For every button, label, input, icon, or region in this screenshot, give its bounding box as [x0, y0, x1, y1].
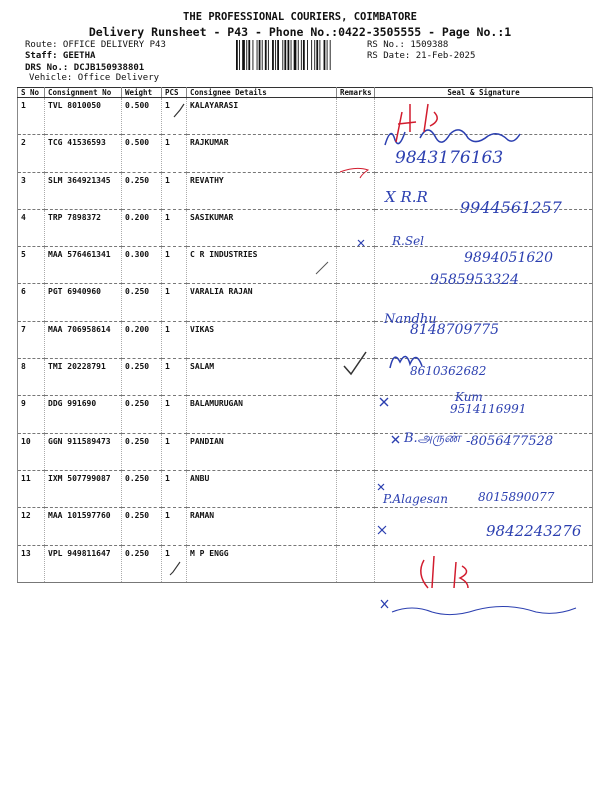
weight-value: 0.200 — [122, 209, 162, 246]
handwritten-phone-row8: 9514116991 — [450, 402, 527, 416]
pieces-count: 1 — [162, 247, 187, 284]
barcode-bar — [239, 40, 240, 70]
weight-value: 0.250 — [122, 359, 162, 396]
barcode-bar — [316, 40, 318, 70]
barcode-bar — [275, 40, 276, 70]
scribble-row13 — [392, 606, 576, 614]
remarks-cell — [337, 209, 375, 246]
runsheet-table — [17, 87, 593, 583]
barcode-bar — [301, 40, 302, 70]
consignment-number: TCG 41536593 — [45, 135, 122, 172]
consignee-name: M P ENGG — [187, 545, 337, 582]
handwritten-phone-row9: -8056477528 — [466, 434, 554, 449]
consignment-number: PGT 6940960 — [45, 284, 122, 321]
barcode-bar — [327, 40, 328, 70]
barcode-bar — [257, 40, 258, 70]
barcode-bar — [288, 40, 290, 70]
column-header: S No — [18, 88, 45, 98]
consignment-number: TMI 20228791 — [45, 359, 122, 396]
consignee-name: SALAM — [187, 359, 337, 396]
remarks-cell — [337, 433, 375, 470]
route-label: Route: OFFICE DELIVERY P43 — [25, 40, 166, 50]
consignee-name: BALAMURUGAN — [187, 396, 337, 433]
consignee-name: VARALIA RAJAN — [187, 284, 337, 321]
consignee-name: REVATHY — [187, 172, 337, 209]
consignee-name: RAJKUMAR — [187, 135, 337, 172]
pieces-count: 1 — [162, 545, 187, 582]
serial-number: 7 — [18, 321, 45, 358]
x-mark-row13 — [381, 600, 388, 608]
column-header: PCS — [162, 88, 187, 98]
signature-cell — [375, 545, 593, 582]
barcode-bar — [272, 40, 274, 70]
rs-number: RS No.: 1509388 — [367, 40, 449, 50]
remarks-cell — [337, 470, 375, 507]
consignee-name: SASIKUMAR — [187, 209, 337, 246]
consignee-name: KALAYARASI — [187, 98, 337, 135]
handwritten-phone-row7: 8610362682 — [410, 364, 487, 378]
serial-number: 3 — [18, 172, 45, 209]
handwritten-phone-row2: 9843176163 — [395, 148, 504, 168]
consignment-number: MAA 101597760 — [45, 508, 122, 545]
consignment-number: TVL 8010050 — [45, 98, 122, 135]
weight-value: 0.250 — [122, 470, 162, 507]
pieces-count: 1 — [162, 433, 187, 470]
barcode-bar — [282, 40, 283, 70]
pieces-count: 1 — [162, 172, 187, 209]
barcode-bar — [277, 40, 279, 70]
barcode-bar — [242, 40, 245, 70]
handwritten-sign-row3: X R.R — [385, 188, 428, 206]
remarks-cell — [337, 396, 375, 433]
pieces-count: 1 — [162, 470, 187, 507]
drs-label: DRS No.: — [25, 63, 69, 73]
table-row — [18, 545, 593, 582]
handwritten-sign-row4: R.Sel — [392, 234, 425, 248]
consignment-number: DDG 991690 — [45, 396, 122, 433]
rs-date: RS Date: 21-Feb-2025 — [367, 51, 476, 61]
handwritten-phone-row11: 9842243276 — [486, 522, 582, 540]
consignee-name: C R INDUSTRIES — [187, 247, 337, 284]
column-header: Remarks — [337, 88, 375, 98]
weight-value: 0.300 — [122, 247, 162, 284]
serial-number: 10 — [18, 433, 45, 470]
weight-value: 0.250 — [122, 433, 162, 470]
barcode-bar — [262, 40, 263, 70]
consignee-name: ANBU — [187, 470, 337, 507]
barcode-bar — [236, 40, 238, 70]
barcode-bar — [248, 40, 250, 70]
table-row — [18, 321, 593, 358]
barcode-bar — [268, 40, 269, 70]
barcode-bar — [294, 40, 297, 70]
signature-cell — [375, 98, 593, 135]
remarks-cell — [337, 321, 375, 358]
runsheet-subtitle: Delivery Runsheet - P43 - Phone No.:0422-3505555 - Page No.:1 — [88, 25, 512, 39]
company-name: THE PROFESSIONAL COURIERS, COIMBATORE — [183, 11, 417, 23]
barcode-bar — [303, 40, 305, 70]
serial-number: 4 — [18, 209, 45, 246]
serial-number: 2 — [18, 135, 45, 172]
remarks-cell — [337, 247, 375, 284]
consignee-name: VIKAS — [187, 321, 337, 358]
serial-number: 8 — [18, 359, 45, 396]
handwritten-phone-row3: 9944561257 — [460, 198, 562, 217]
serial-number: 9 — [18, 396, 45, 433]
remarks-cell — [337, 508, 375, 545]
handwritten-phone-row5: 9585953324 — [430, 272, 520, 288]
pieces-count: 1 — [162, 508, 187, 545]
drs-value: DCJB150938801 — [73, 63, 145, 73]
vehicle-label: Vehicle: Office Delivery — [29, 73, 160, 83]
barcode-bar — [265, 40, 267, 70]
column-header: Consignee Details — [187, 88, 337, 98]
serial-number: 5 — [18, 247, 45, 284]
consignment-number: GGN 911589473 — [45, 433, 122, 470]
remarks-cell — [337, 545, 375, 582]
weight-value: 0.250 — [122, 284, 162, 321]
handwritten-sign-row8: Kum — [455, 390, 483, 404]
column-header: Weight — [122, 88, 162, 98]
remarks-cell — [337, 359, 375, 396]
remarks-cell — [337, 135, 375, 172]
weight-value: 0.200 — [122, 321, 162, 358]
weight-value: 0.500 — [122, 98, 162, 135]
pieces-count: 1 — [162, 284, 187, 321]
barcode-bar — [246, 40, 247, 70]
handwritten-phone-row6: 8148709775 — [410, 322, 500, 338]
serial-number: 13 — [18, 545, 45, 582]
pieces-count: 1 — [162, 135, 187, 172]
column-header: Consignment No — [45, 88, 122, 98]
remarks-cell — [337, 284, 375, 321]
consignment-number: SLM 364921345 — [45, 172, 122, 209]
serial-number: 6 — [18, 284, 45, 321]
barcode-bar — [259, 40, 261, 70]
serial-number: 1 — [18, 98, 45, 135]
barcode-bar — [307, 40, 308, 70]
weight-value: 0.250 — [122, 508, 162, 545]
table-row — [18, 359, 593, 396]
handwritten-phone-row10: 8015890077 — [478, 490, 555, 504]
barcode-bar — [314, 40, 315, 70]
barcode-bar — [252, 40, 253, 70]
serial-number: 12 — [18, 508, 45, 545]
handwritten-sign-row9: B.அருண் — [404, 431, 461, 446]
barcode-bar — [319, 40, 320, 70]
barcode-bar — [298, 40, 299, 70]
weight-value: 0.250 — [122, 396, 162, 433]
pieces-count: 1 — [162, 209, 187, 246]
barcode-bar — [324, 40, 326, 70]
barcode-bar — [291, 40, 292, 70]
weight-value: 0.500 — [122, 135, 162, 172]
table-row — [18, 135, 593, 172]
remarks-cell — [337, 172, 375, 209]
pieces-count: 1 — [162, 98, 187, 135]
pieces-count: 1 — [162, 359, 187, 396]
consignment-number: MAA 576461341 — [45, 247, 122, 284]
consignment-number: TRP 7898372 — [45, 209, 122, 246]
consignment-number: IXM 507799087 — [45, 470, 122, 507]
staff-label — [25, 51, 95, 62]
consignee-name: PANDIAN — [187, 433, 337, 470]
barcode-bar — [330, 40, 331, 70]
staff-text: Staff: GEETHA — [25, 51, 96, 61]
weight-value: 0.250 — [122, 545, 162, 582]
barcode-image — [236, 40, 360, 70]
handwritten-sign-row10: P.Alagesan — [383, 492, 448, 506]
column-header: Seal & Signature — [375, 88, 593, 98]
consignee-name: RAMAN — [187, 508, 337, 545]
consignment-number: VPL 949811647 — [45, 545, 122, 582]
consignment-number: MAA 706958614 — [45, 321, 122, 358]
table-row — [18, 284, 593, 321]
remarks-cell — [337, 98, 375, 135]
serial-number: 11 — [18, 470, 45, 507]
table-header-row — [18, 88, 593, 98]
pieces-count: 1 — [162, 321, 187, 358]
barcode-bar — [311, 40, 312, 70]
barcode-bar — [284, 40, 286, 70]
table-row — [18, 98, 593, 135]
handwritten-phone-row4: 9894051620 — [464, 250, 554, 266]
pieces-count: 1 — [162, 396, 187, 433]
handwritten-sign-row6: Nandhu — [384, 312, 437, 327]
weight-value: 0.250 — [122, 172, 162, 209]
